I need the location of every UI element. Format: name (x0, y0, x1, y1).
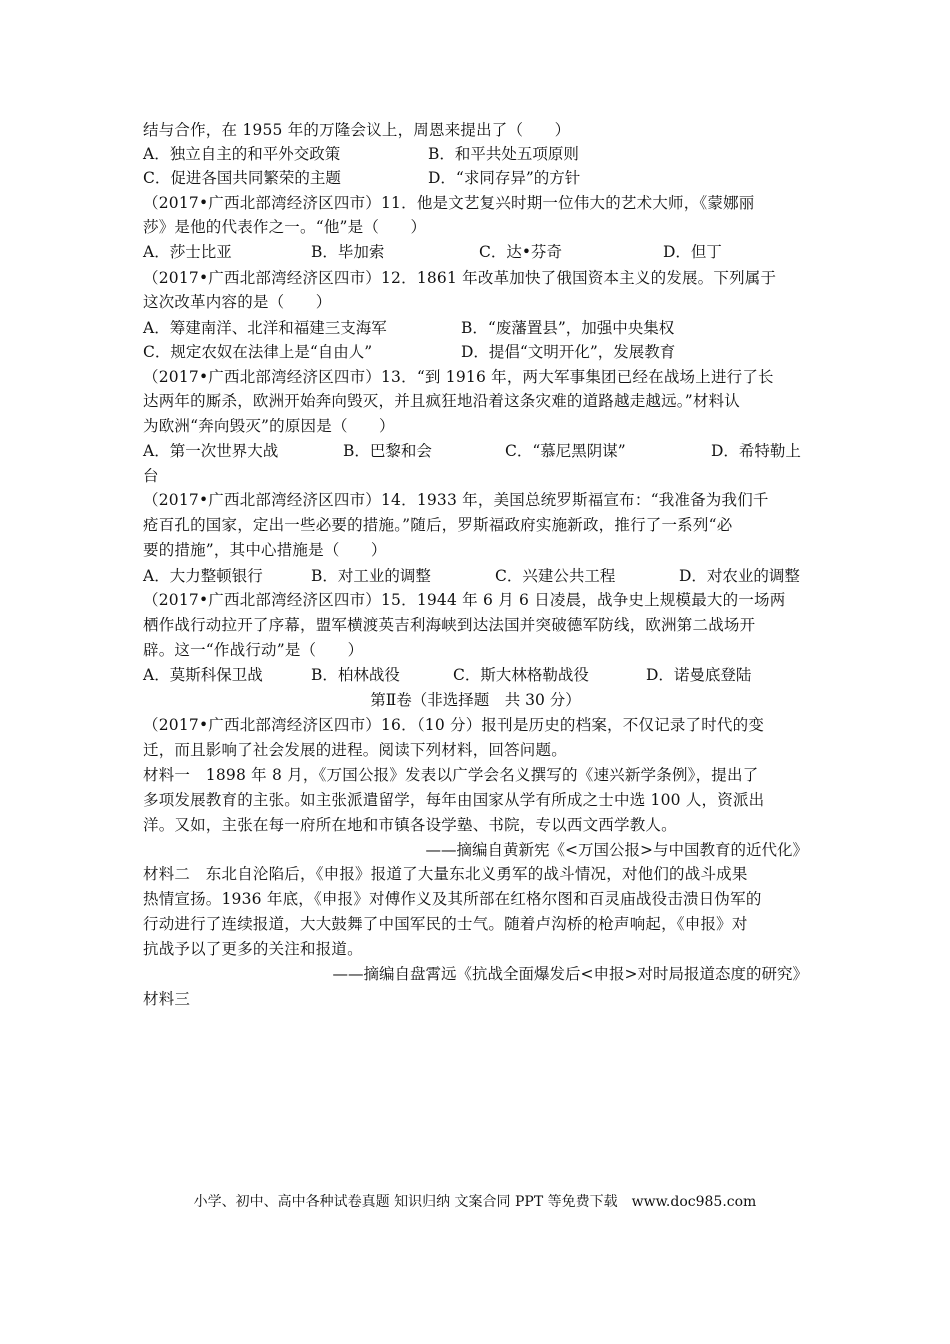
page-footer: 小学、初中、高中各种试卷真题 知识归纳 文案合同 PPT 等免费下载 www.doc985.com (193, 1194, 757, 1210)
q12-stem-line2: 这次改革内容的是（ ） (143, 293, 332, 311)
q12-option-b: B．“废藩置县”，加强中央集权 (461, 319, 675, 337)
q15-stem-line2: 栖作战行动拉开了序幕，盟军横渡英吉利海峡到达法国并突破德军防线，欧洲第二战场开 (143, 616, 756, 634)
q11-option-b: B．毕加索 (311, 243, 385, 261)
q13-option-d: D．希特勒上 (711, 442, 801, 460)
q11-stem-line1: （2017•广西北部湾经济区四市）11．他是文艺复兴时期一位伟大的艺术大师，《蒙娜丽 (143, 194, 755, 212)
q16-stem-line1: （2017•广西北部湾经济区四市）16．（10 分）报刊是历史的档案，不仅记录了时代的变 (143, 716, 765, 734)
material-2-line1: 材料二 东北自沦陷后，《申报》报道了大量东北义勇军的战斗情况，对他们的战斗成果 (143, 865, 748, 883)
q13-option-b: B．巴黎和会 (343, 442, 432, 460)
q10-stem: 结与合作，在 1955 年的万隆会议上，周恩来提出了（ ） (143, 121, 571, 139)
q14-option-d: D．对农业的调整 (679, 567, 800, 585)
q13-stem-line1: （2017•广西北部湾经济区四市）13．“到 1916 年，两大军事集团已经在战场上进行了长 (143, 368, 774, 386)
material-1-source: ——摘编自黄新宪《<万国公报>与中国教育的近代化》 (425, 841, 808, 859)
q11-stem-line2: 莎》是他的代表作之一。“他”是（ ） (143, 218, 427, 236)
section-2-heading: 第Ⅱ卷（非选择题 共 30 分） (370, 691, 581, 709)
material-1-line2: 多项发展教育的主张。如主张派遣留学，每年由国家从学有所成之士中选 100 人，资派出 (143, 791, 765, 809)
material-2-line4: 抗战予以了更多的关注和报道。 (143, 940, 363, 958)
q14-stem-line2: 疮百孔的国家，定出一些必要的措施。”随后，罗斯福政府实施新政，推行了一系列“必 (143, 516, 733, 534)
q12-option-c: C．规定农奴在法律上是“自由人” (143, 343, 373, 361)
q11-option-d: D．但丁 (663, 243, 722, 261)
q10-option-c: C．促进各国共同繁荣的主题 (143, 169, 341, 187)
q13-option-d-wrap: 台 (143, 467, 159, 485)
q11-option-c: C．达•芬奇 (479, 243, 563, 261)
q12-stem-line1: （2017•广西北部湾经济区四市）12．1861 年改革加快了俄国资本主义的发展。下列属于 (143, 269, 777, 287)
q16-stem-line2: 迁，而且影响了社会发展的进程。阅读下列材料，回答问题。 (143, 741, 567, 759)
material-3-label: 材料三 (143, 990, 191, 1008)
material-1-line1: 材料一 1898 年 8 月，《万国公报》发表以广学会名义撰写的《速兴新学条例》，提出了 (143, 766, 759, 784)
q15-option-a: A．莫斯科保卫战 (143, 666, 263, 684)
q14-option-b: B．对工业的调整 (311, 567, 431, 585)
q10-option-a: A．独立自主的和平外交政策 (143, 145, 341, 163)
q15-option-b: B．柏林战役 (311, 666, 400, 684)
q10-option-d: D．“求同存异”的方针 (428, 169, 581, 187)
q12-option-a: A．筹建南洋、北洋和福建三支海军 (143, 319, 387, 337)
q14-option-a: A．大力整顿银行 (143, 567, 263, 585)
q14-stem-line3: 要的措施”，其中心措施是（ ） (143, 541, 387, 559)
q13-option-a: A．第一次世界大战 (143, 442, 279, 460)
q15-stem-line1: （2017•广西北部湾经济区四市）15．1944 年 6 月 6 日凌晨，战争史上规模最大的一场两 (143, 591, 786, 609)
q13-stem-line2: 达两年的厮杀，欧洲开始奔向毁灭，并且疯狂地沿着这条灾难的道路越走越远。”材料认 (143, 392, 740, 410)
q14-option-c: C．兴建公共工程 (495, 567, 616, 585)
q13-option-c: C．“慕尼黑阴谋” (505, 442, 626, 460)
material-2-line2: 热情宣扬。1936 年底，《申报》对傅作义及其所部在红格尔图和百灵庙战役击溃日伪军的 (143, 890, 762, 908)
material-2-source: ——摘编自盘霄远《抗战全面爆发后<申报>对时局报道态度的研究》 (332, 965, 808, 983)
q15-stem-line3: 辟。这一“作战行动”是（ ） (143, 641, 364, 659)
q15-option-c: C．斯大林格勒战役 (453, 666, 589, 684)
material-2-line3: 行动进行了连续报道，大大鼓舞了中国军民的士气。随着卢沟桥的枪声响起，《申报》对 (143, 915, 748, 933)
q11-option-a: A．莎士比亚 (143, 243, 232, 261)
q13-stem-line3: 为欧洲“奔向毁灭”的原因是（ ） (143, 417, 395, 435)
q10-option-b: B．和平共处五项原则 (428, 145, 579, 163)
q12-option-d: D．提倡“文明开化”，发展教育 (461, 343, 676, 361)
q14-stem-line1: （2017•广西北部湾经济区四市）14．1933 年，美国总统罗斯福宣布：“我准备为我们千 (143, 491, 769, 509)
material-1-line3: 洋。又如，主张在每一府所在地和市镇各设学塾、书院，专以西文西学教人。 (143, 816, 677, 834)
q15-option-d: D．诺曼底登陆 (646, 666, 752, 684)
